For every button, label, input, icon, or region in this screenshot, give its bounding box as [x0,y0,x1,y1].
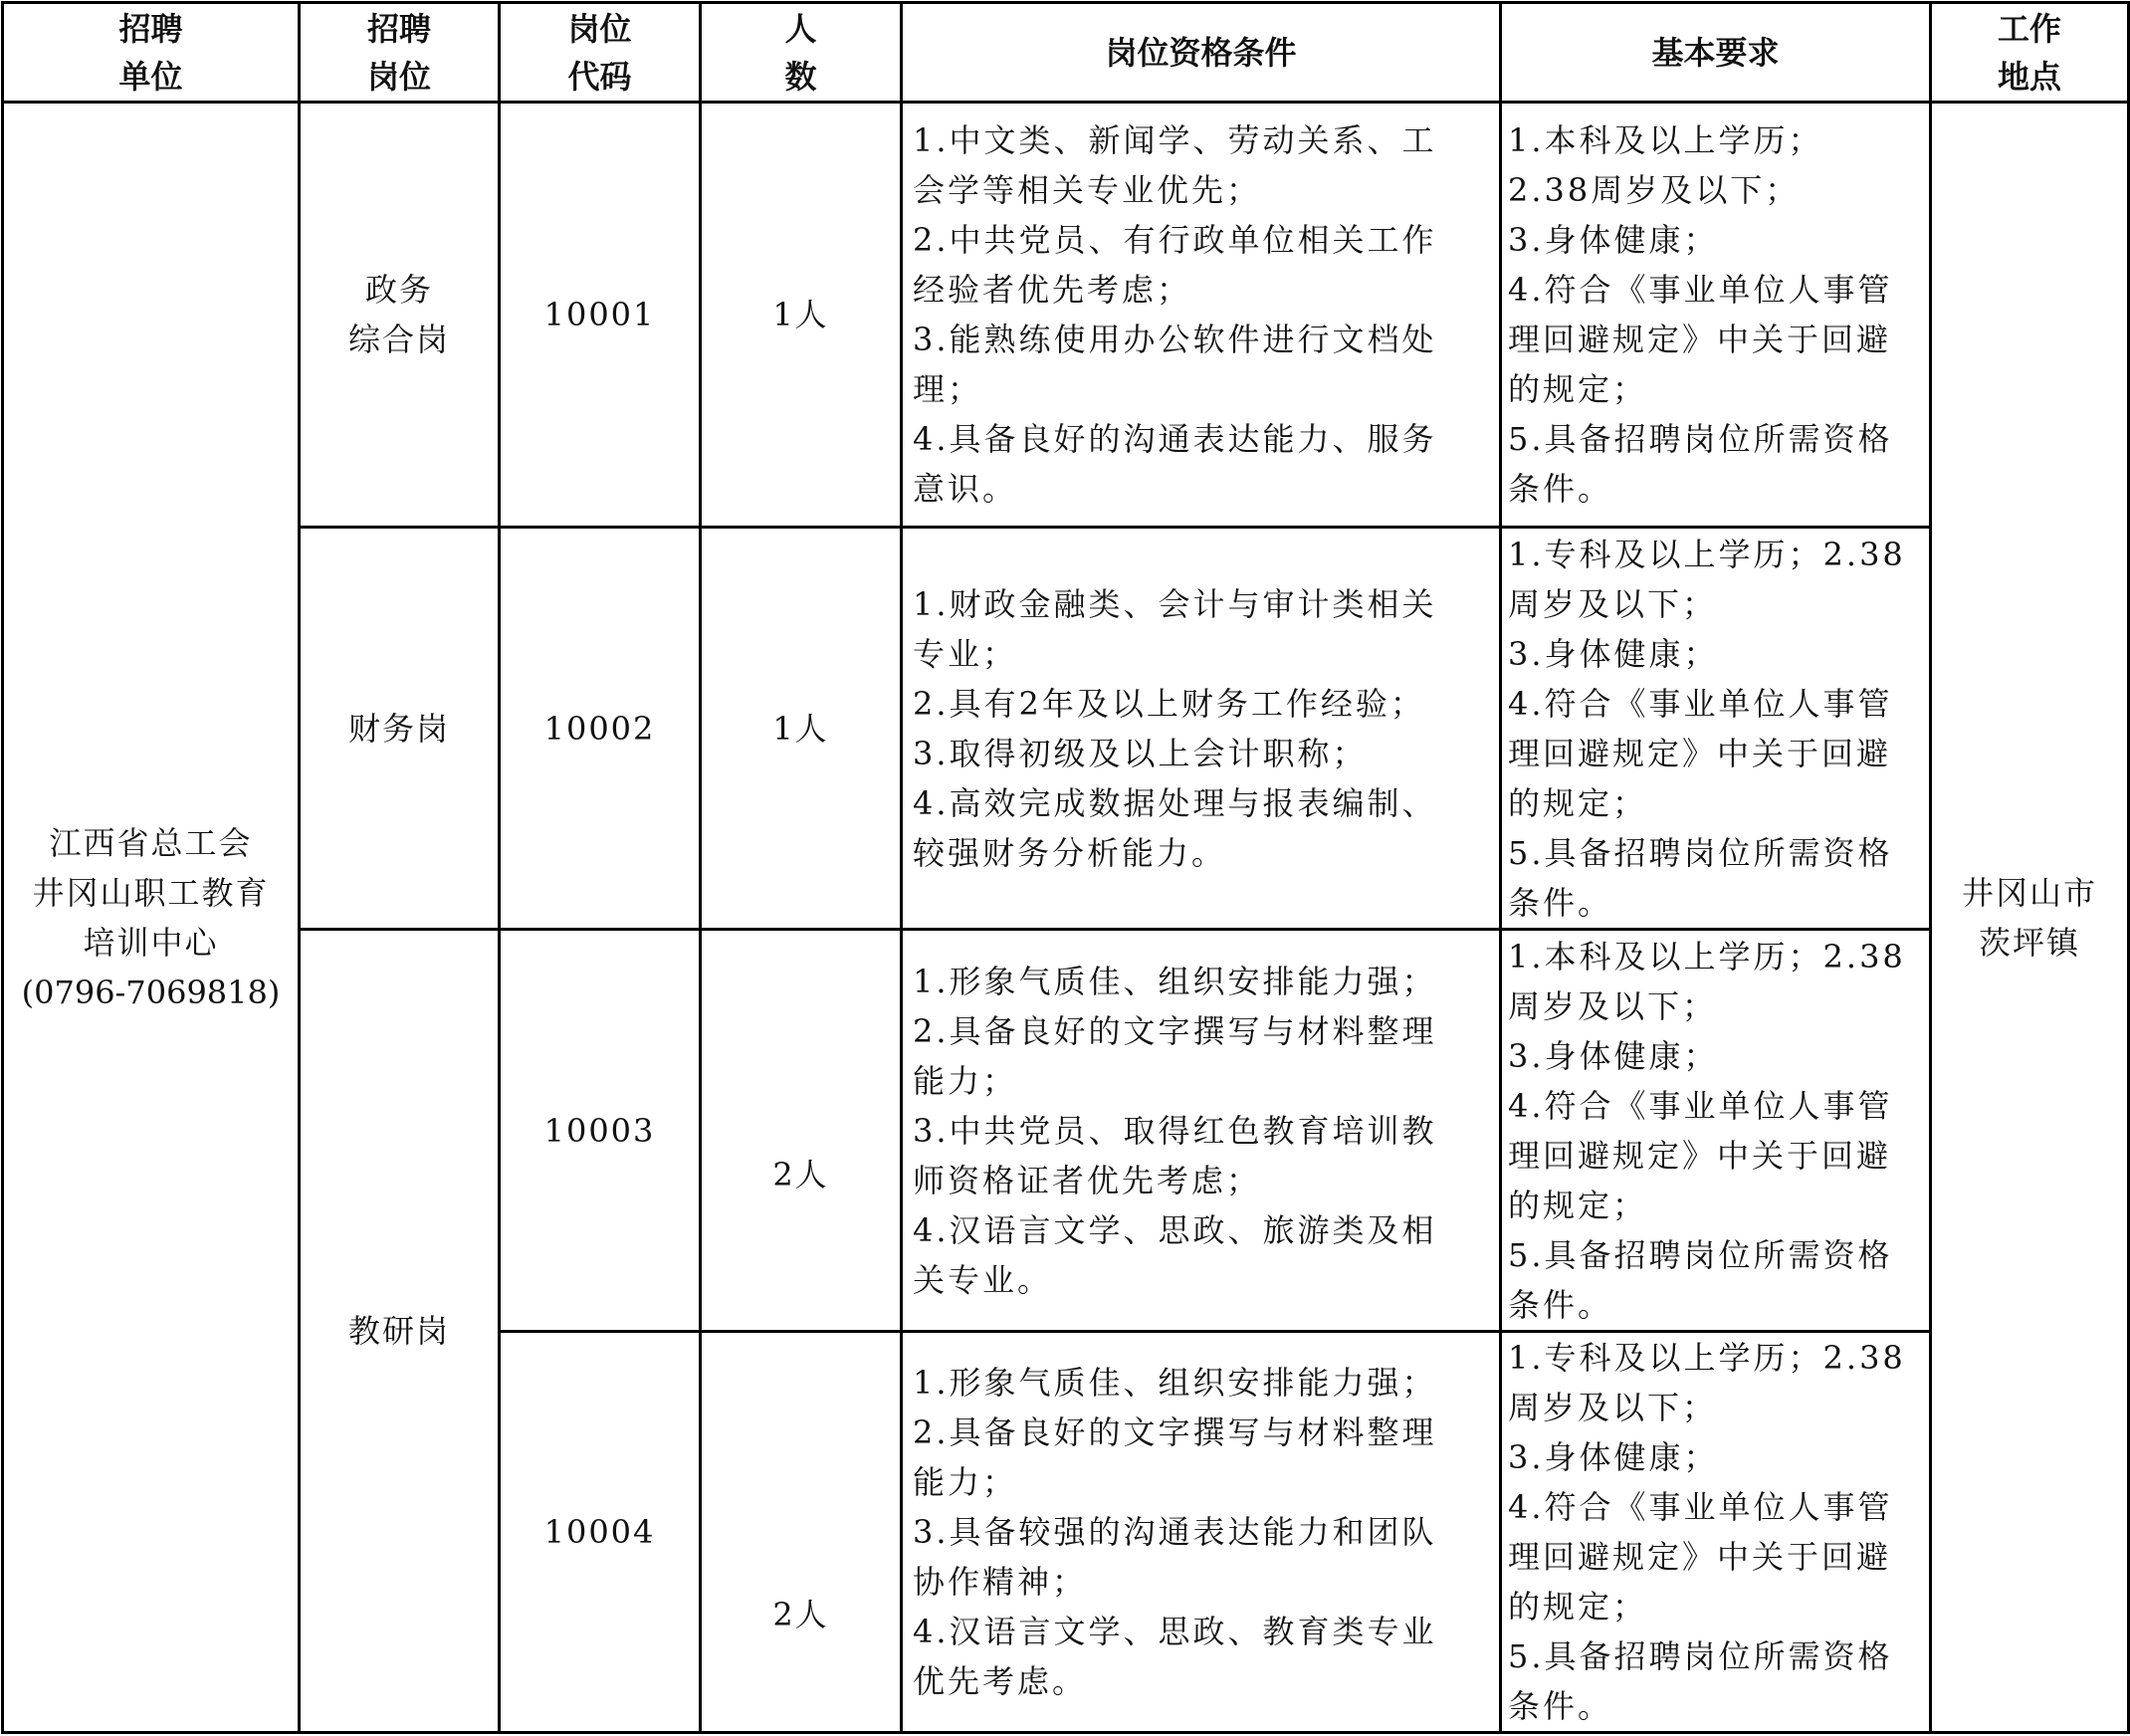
req-line: 理回避规定》中关于回避 [1508,734,1892,772]
qual-line: 4.汉语言文学、思政、旅游类及相 [913,1210,1437,1249]
req-line: 3.身体健康； [1508,1438,1719,1476]
req-line: 理回避规定》中关于回避 [1508,321,1892,358]
req-line: 条件。 [1508,1285,1613,1324]
headcount: 1人 [701,528,902,930]
qual-line: 3.能熟练使用办公软件进行文档处 [913,321,1437,358]
req-line: 的规定； [1508,1186,1648,1224]
qual-line: 2.中共党员、有行政单位相关工作 [913,221,1437,259]
post-code: 10004 [500,1332,701,1733]
qual-line: 4.汉语言文学、思政、教育类专业 [913,1613,1437,1650]
post-line: 综合岗 [347,321,450,358]
header-location [1931,3,2129,103]
header-unit-line: 单位 [118,57,183,96]
unit-line: 井冈山职工教育 [32,873,270,912]
qual-line: 4.高效完成数据处理与报表编制、 [913,783,1437,822]
qual-line: 1.形象气质佳、组织安排能力强； [913,1364,1437,1402]
header-qualification: 岗位资格条件 [902,3,1501,103]
req-line: 的规定； [1508,370,1648,408]
qual-line: 2.具备良好的文字撰写与材料整理 [913,1011,1437,1050]
req-line: 1.专科及以上学历；2.38 [1508,1339,1906,1377]
req-line: 条件。 [1508,1687,1613,1725]
header-count-line: 数 [784,57,817,96]
req-line: 的规定； [1508,1588,1648,1626]
header-count-line: 人 [784,9,817,48]
req-line: 4.符合《事业单位人事管 [1508,271,1893,309]
work-location [1931,103,2129,1733]
qual-line: 能力； [913,1463,1018,1501]
requirement-list [1501,930,1931,1332]
req-line: 的规定； [1508,783,1648,822]
headcount [701,930,902,1332]
post-caiwu: 财务岗 [300,528,500,930]
table-row [3,528,2129,930]
recruiting-unit [3,103,300,1733]
req-line: 5.具备招聘岗位所需资格 [1508,1637,1893,1675]
req-line: 4.符合《事业单位人事管 [1508,684,1893,723]
location-line: 井冈山市 [1961,873,2097,912]
header-requirement: 基本要求 [1501,3,1931,103]
qualification-list [902,528,1501,930]
qual-line: 2.具有2年及以上财务工作经验； [913,684,1425,723]
qual-line: 会学等相关专业优先； [913,171,1262,209]
req-line: 2.38周岁及以下； [1508,171,1801,209]
unit-line: 江西省总工会 [49,823,253,862]
table-row [3,930,2129,1332]
req-line: 周岁及以下； [1508,1389,1718,1426]
header-post-line: 岗位 [366,57,431,96]
req-line: 1.本科及以上学历；2.38 [1508,937,1906,976]
qual-line: 理； [913,370,983,408]
header-location-line: 工作 [1997,9,2061,48]
qualification-list [902,103,1501,528]
req-line: 3.身体健康； [1508,634,1719,673]
header-post-line: 招聘 [366,9,431,48]
header-count [701,3,902,103]
post-line: 政务 [364,271,433,309]
req-line: 1.专科及以上学历；2.38 [1508,535,1906,573]
req-line: 理回避规定》中关于回避 [1508,1136,1892,1175]
req-line: 4.符合《事业单位人事管 [1508,1086,1893,1125]
post-code: 10003 [500,930,701,1332]
qual-line: 较强财务分析能力。 [913,833,1227,872]
qual-line: 师资格证者优先考虑； [913,1161,1262,1199]
req-line: 条件。 [1508,470,1613,508]
header-code [500,3,701,103]
qual-line: 协作精神； [913,1563,1088,1601]
table-row [3,103,2129,528]
qual-line: 4.具备良好的沟通表达能力、服务 [913,420,1437,458]
req-line: 理回避规定》中关于回避 [1508,1538,1892,1576]
qual-line: 1.财政金融类、会计与审计类相关 [913,584,1437,623]
req-line: 周岁及以下； [1508,986,1718,1025]
qual-line: 1.中文类、新闻学、劳动关系、工 [913,121,1437,159]
header-unit [3,3,300,103]
qual-line: 1.形象气质佳、组织安排能力强； [913,962,1437,1000]
req-line: 条件。 [1508,883,1613,922]
headcount [701,1332,902,1733]
req-line: 5.具备招聘岗位所需资格 [1508,420,1893,458]
requirement-list [1501,528,1931,930]
post-jiaoyan: 教研岗 [300,930,500,1733]
qual-line: 优先考虑。 [913,1662,1088,1700]
post-code: 10002 [500,528,701,930]
requirement-list [1501,1332,1931,1733]
unit-phone: (0796-7069818) [21,973,281,1011]
req-line: 4.符合《事业单位人事管 [1508,1488,1893,1526]
req-line: 3.身体健康； [1508,1036,1719,1075]
qual-line: 关专业。 [913,1260,1053,1299]
req-line: 5.具备招聘岗位所需资格 [1508,1235,1893,1274]
req-line: 3.身体健康； [1508,221,1719,259]
qualification-list [902,930,1501,1332]
req-line: 5.具备招聘岗位所需资格 [1508,833,1893,872]
qual-line: 2.具备良好的文字撰写与材料整理 [913,1413,1437,1451]
headcount-value: 2人 [772,1156,829,1194]
location-line: 茨坪镇 [1978,923,2080,962]
qual-line: 能力； [913,1061,1018,1100]
qual-line: 专业； [913,634,1018,673]
qualification-list [902,1332,1501,1733]
qual-line: 经验者优先考虑； [913,271,1192,309]
qual-line: 意识。 [913,470,1018,508]
header-location-line: 地点 [1997,57,2061,96]
qual-line: 3.具备较强的沟通表达能力和团队 [913,1513,1437,1551]
header-post [300,3,500,103]
post-code: 10001 [500,103,701,528]
post-zhengwu [300,103,500,528]
headcount-value: 2人 [772,1596,829,1633]
qual-line: 3.中共党员、取得红色教育培训教 [913,1111,1437,1150]
header-code-line: 代码 [567,57,632,96]
header-code-line: 岗位 [567,9,632,48]
unit-line: 培训中心 [83,923,219,962]
header-row [3,3,2129,103]
headcount: 1人 [701,103,902,528]
qual-line: 3.取得初级及以上会计职称； [913,734,1368,772]
recruitment-table [1,1,2130,1734]
req-line: 1.本科及以上学历； [1508,121,1823,159]
header-unit-line: 招聘 [118,9,183,48]
requirement-list [1501,103,1931,528]
req-line: 周岁及以下； [1508,584,1718,623]
